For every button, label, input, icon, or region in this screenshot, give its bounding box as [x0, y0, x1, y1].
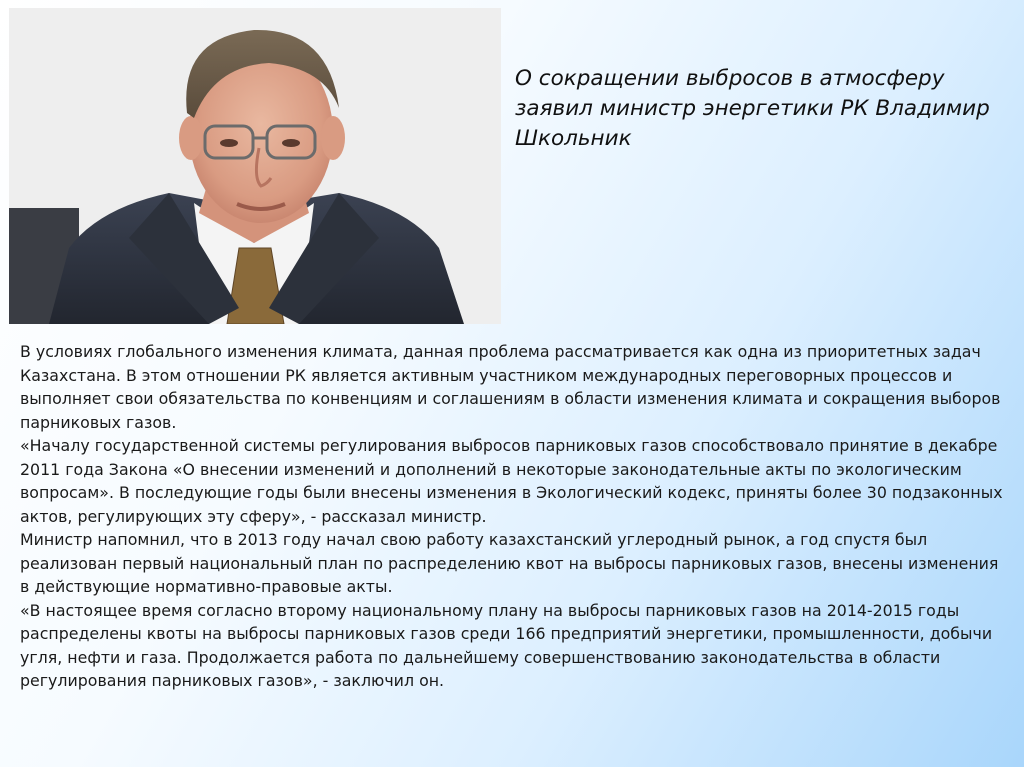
paragraph: Министр напомнил, что в 2013 году начал свою работу казахстанский углеродный рынок, а год спустя был реализован первый национальный план по распределению квот на выбросы парниковых газов, внесены изменения в действующие нормативно-правовые акты.: [20, 530, 999, 596]
article-body: [20, 340, 1010, 693]
minister-portrait-icon: [9, 8, 501, 324]
article-heading: О сокращении выбросов в атмосферу заявил министр энергетики РК Владимир Школьник: [515, 66, 990, 151]
minister-photo: [9, 8, 501, 324]
paragraph: «В настоящее время согласно второму национальному плану на выбросы парниковых газов на 2014-2015 годы распределены квоты на выбросы парниковых газов среди 166 предприятий энергетики, промышленности, добычи угля, нефти и газа. Продолжается работа по дальнейшему совершенствованию законодательства в области регулирования парниковых газов», - заключил он.: [20, 600, 993, 690]
paragraph: В условиях глобального изменения климата, данная проблема рассматривается как одна из приоритетных задач Казахстана. В этом отношении РК является активным участником международных переговорных процессов и выполняет свои обязательства по конвенциям и соглашениям в области изменения климата и сокращения выборов парниковых газов.: [20, 342, 1001, 432]
paragraph: «Началу государственной системы регулирования выбросов парниковых газов способствовало принятие в декабре 2011 года Закона «О внесении изменений и дополнений в некоторые законодательные акты по экологическим вопросам». В последующие годы были внесены изменения в Экологический кодекс, приняты более 30 подзаконных актов, регулирующих эту сферу», - рассказал министр.: [20, 436, 1003, 526]
